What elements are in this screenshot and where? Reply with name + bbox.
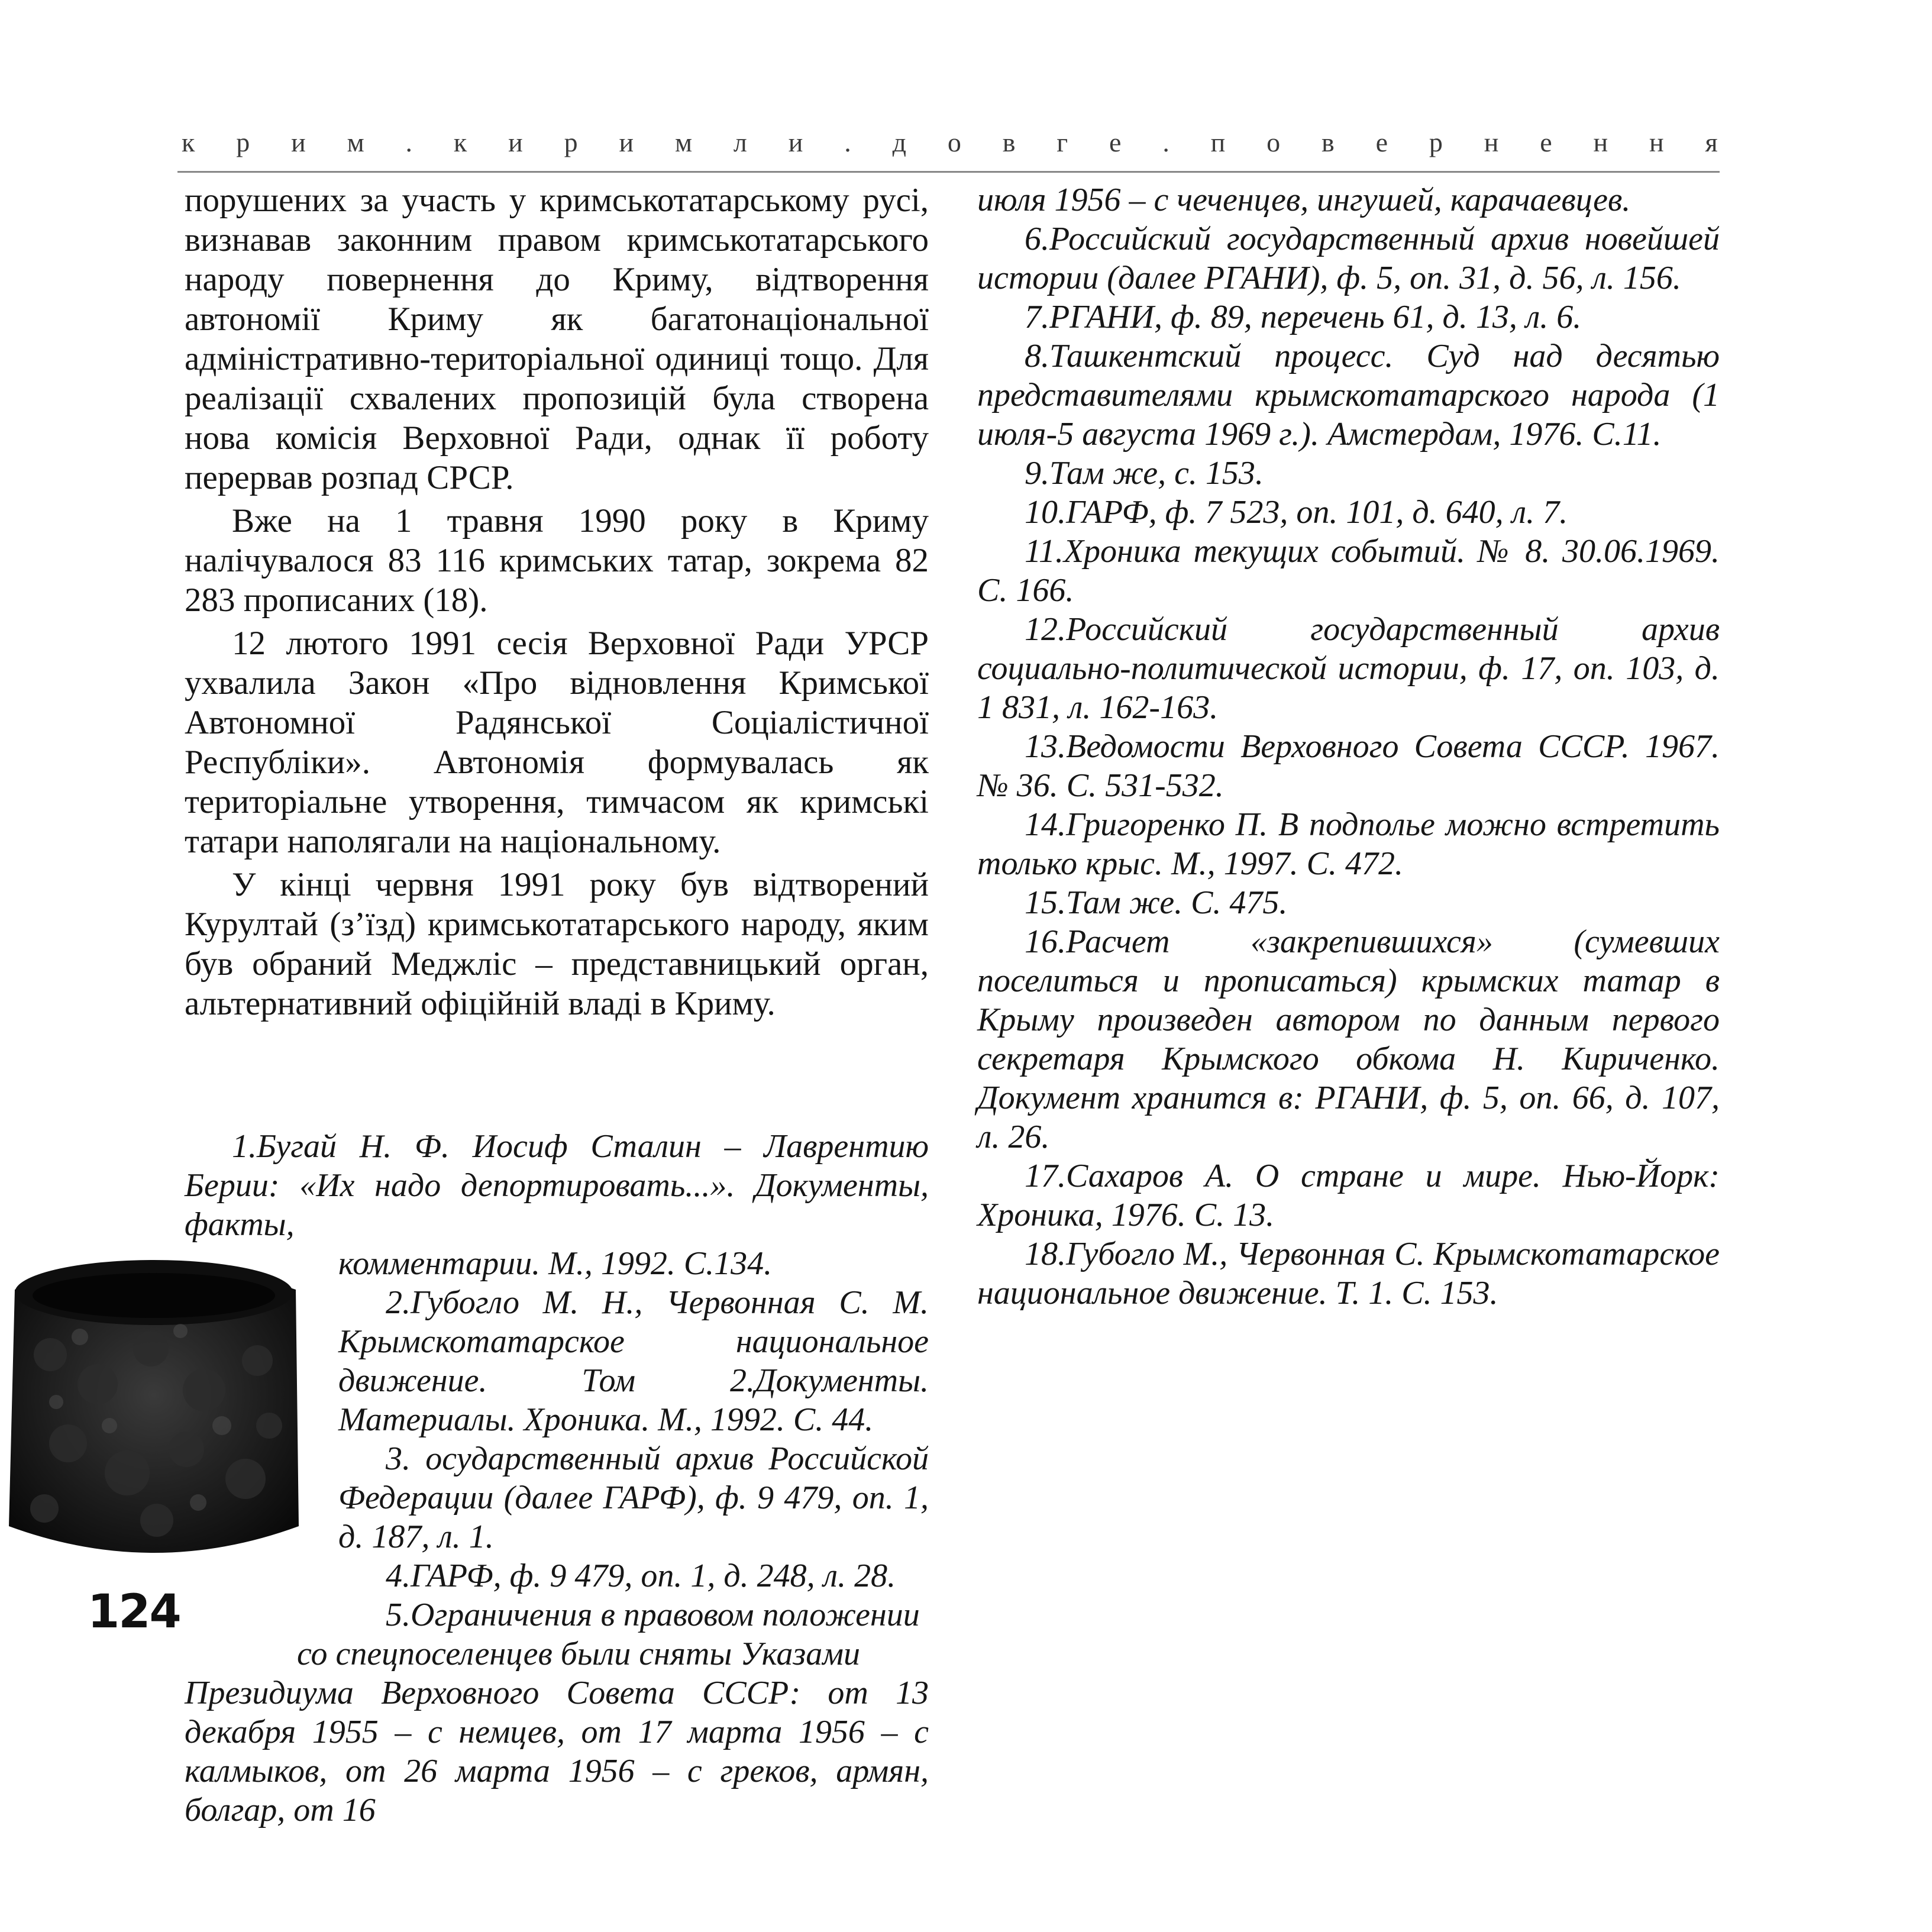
footnote-5-continued: со спецпоселенцев были сняты Указами bbox=[297, 1636, 860, 1672]
running-head-letter: м bbox=[347, 127, 364, 157]
running-head-letter: е bbox=[1540, 127, 1552, 157]
footnote-10: 10.ГАРФ, ф. 7 523, оп. 101, д. 640, л. 7. bbox=[1025, 494, 1568, 531]
running-head-letter: и bbox=[291, 127, 306, 157]
running-head-letter: р bbox=[1429, 127, 1443, 157]
footnote-16: 16.Расчет «закрепившихся» (сумевших поселиться и прописаться) крымских татар в Крыму произведен автором по данным первого секретаря Крымского обкома Н. Кириченко. Документ хранится в: РГАНИ, ф. 5, оп. 66, д. 107, л. 26. bbox=[977, 923, 1720, 1155]
running-head-letter: к bbox=[182, 127, 195, 157]
running-head-letter: н bbox=[1484, 127, 1499, 157]
footnote-8: 8.Ташкентский процесс. Суд над десятью представителями крымскотатарского народа (1 июля-5 августа 1969 г.). Амстердам, 1976. С.11. bbox=[977, 338, 1720, 453]
footnote-15: 15.Там же. С. 475. bbox=[1025, 884, 1288, 921]
fur-hat-image bbox=[3, 1248, 305, 1568]
header-divider bbox=[177, 171, 1720, 173]
footnote-13: 13.Ведомости Верховного Совета СССР. 1967. № 36. С. 531-532. bbox=[977, 728, 1720, 804]
running-head-letter: е bbox=[1109, 127, 1122, 157]
paragraph: 12 лютого 1991 сесія Верховної Ради УРСР ухвалила Закон «Про відновлення Кримської Автономної Радянської Соціалістичної Республіки». Автономія формувалась як територіальне утворення, тимчасом як кримські татари наполягали на національному. bbox=[185, 625, 929, 860]
running-head-letter: г bbox=[1057, 127, 1068, 157]
running-head-letter: л bbox=[733, 127, 747, 157]
paragraph: порушених за участь у кримськотатарському русі, визнавав законним правом кримськотатарського народу повернення до Криму, відтворення автономії Криму як багатонаціональної адміністративно-територіальної одиниці тощо. Для реалізації схвалених пропозицій була створена нова комісія Верховної Ради, однак її роботу перервав розпад СРСР. bbox=[185, 182, 929, 496]
running-head-letter: и bbox=[508, 127, 523, 157]
running-head-letter: д bbox=[892, 127, 906, 157]
running-head-letter: к bbox=[453, 127, 467, 157]
running-head-letter: о bbox=[1267, 127, 1281, 157]
running-head-letter: п bbox=[1210, 127, 1226, 157]
running-head-letter: и bbox=[788, 127, 803, 157]
footnote-6: 6.Российский государственный архив новейшей истории (далее РГАНИ), ф. 5, оп. 31, д. 56, л. 156. bbox=[977, 221, 1720, 296]
page-number: 124 bbox=[88, 1585, 180, 1639]
running-head-letter: в bbox=[1322, 127, 1335, 157]
running-head-letter: р bbox=[564, 127, 578, 157]
running-head-letter: и bbox=[619, 127, 634, 157]
footnote-18: 18.Губогло М., Червонная С. Крымскотатарское национальное движение. Т. 1. С. 153. bbox=[977, 1236, 1720, 1311]
footnote-1: 1.Бугай Н. Ф. Иосиф Сталин – Лаврентию Берии: «Их надо депортировать...». Документы, факты, bbox=[185, 1128, 929, 1243]
main-text-column bbox=[185, 180, 929, 1023]
running-head-letter: о bbox=[947, 127, 961, 157]
footnote-11: 11.Хроника текущих событий. № 8. 30.06.1969. С. 166. bbox=[977, 533, 1720, 609]
footnote-5: 5.Ограничения в правовом положении bbox=[386, 1597, 920, 1633]
running-head-letter: р bbox=[236, 127, 250, 157]
footnote-14: 14.Григоренко П. В подполье можно встретить только крыс. М., 1997. С. 472. bbox=[977, 806, 1720, 882]
running-head-letter: . bbox=[405, 127, 413, 157]
running-head-letter: . bbox=[844, 127, 851, 157]
running-head-letter: е bbox=[1375, 127, 1388, 157]
footnote-2: 2.Губогло М. Н., Червонная С. М. Крымскотатарское национальное движение. Том 2.Документы. Материалы. Хроника. М., 1992. С. 44. bbox=[338, 1284, 929, 1438]
running-head-letter: я bbox=[1705, 127, 1718, 157]
footnote-3: 3. осударственный архив Российской Федерации (далее ГАРФ), ф. 9 479, оп. 1, д. 187, л. 1. bbox=[338, 1440, 929, 1555]
paragraph: Вже на 1 травня 1990 року в Криму налічувалося 83 116 кримських татар, зокрема 82 283 прописаних (18). bbox=[185, 502, 929, 619]
running-head-letter: . bbox=[1162, 127, 1169, 157]
footnotes-right bbox=[977, 180, 1720, 1313]
footnote-5-continued: Президиума Верховного Совета СССР: от 13 декабря 1955 – с немцев, от 17 марта 1956 – с калмыков, от 26 марта 1956 – с греков, армян, болгар, от 16 bbox=[185, 1675, 929, 1828]
footnote-7: 7.РГАНИ, ф. 89, перечень 61, д. 13, л. 6. bbox=[1025, 299, 1582, 335]
footnote-12: 12.Российский государственный архив социально-политической истории, ф. 17, оп. 103, д. 1 831, л. 162-163. bbox=[977, 611, 1720, 726]
running-head-letter: н bbox=[1649, 127, 1664, 157]
footnote-5-end: июля 1956 – с чеченцев, ингушей, карачаевцев. bbox=[977, 182, 1631, 218]
footnote-1-continued: комментарии. М., 1992. С.134. bbox=[338, 1245, 773, 1282]
footnote-4: 4.ГАРФ, ф. 9 479, оп. 1, д. 248, л. 28. bbox=[386, 1558, 896, 1594]
running-head-letter: м bbox=[674, 127, 693, 157]
footnote-9: 9.Там же, с. 153. bbox=[1025, 455, 1264, 492]
footnote-17: 17.Сахаров А. О стране и мире. Нью-Йорк: Хроника, 1976. С. 13. bbox=[977, 1158, 1720, 1233]
running-head-letter: в bbox=[1002, 127, 1016, 157]
running-head bbox=[182, 124, 1718, 160]
paragraph: У кінці червня 1991 року був відтворений Курултай (з’їзд) кримськотатарського народу, яким був обраний Меджліс – представницький орган, альтернативний офіційній владі в Криму. bbox=[185, 866, 929, 1022]
running-head-letter: н bbox=[1593, 127, 1608, 157]
